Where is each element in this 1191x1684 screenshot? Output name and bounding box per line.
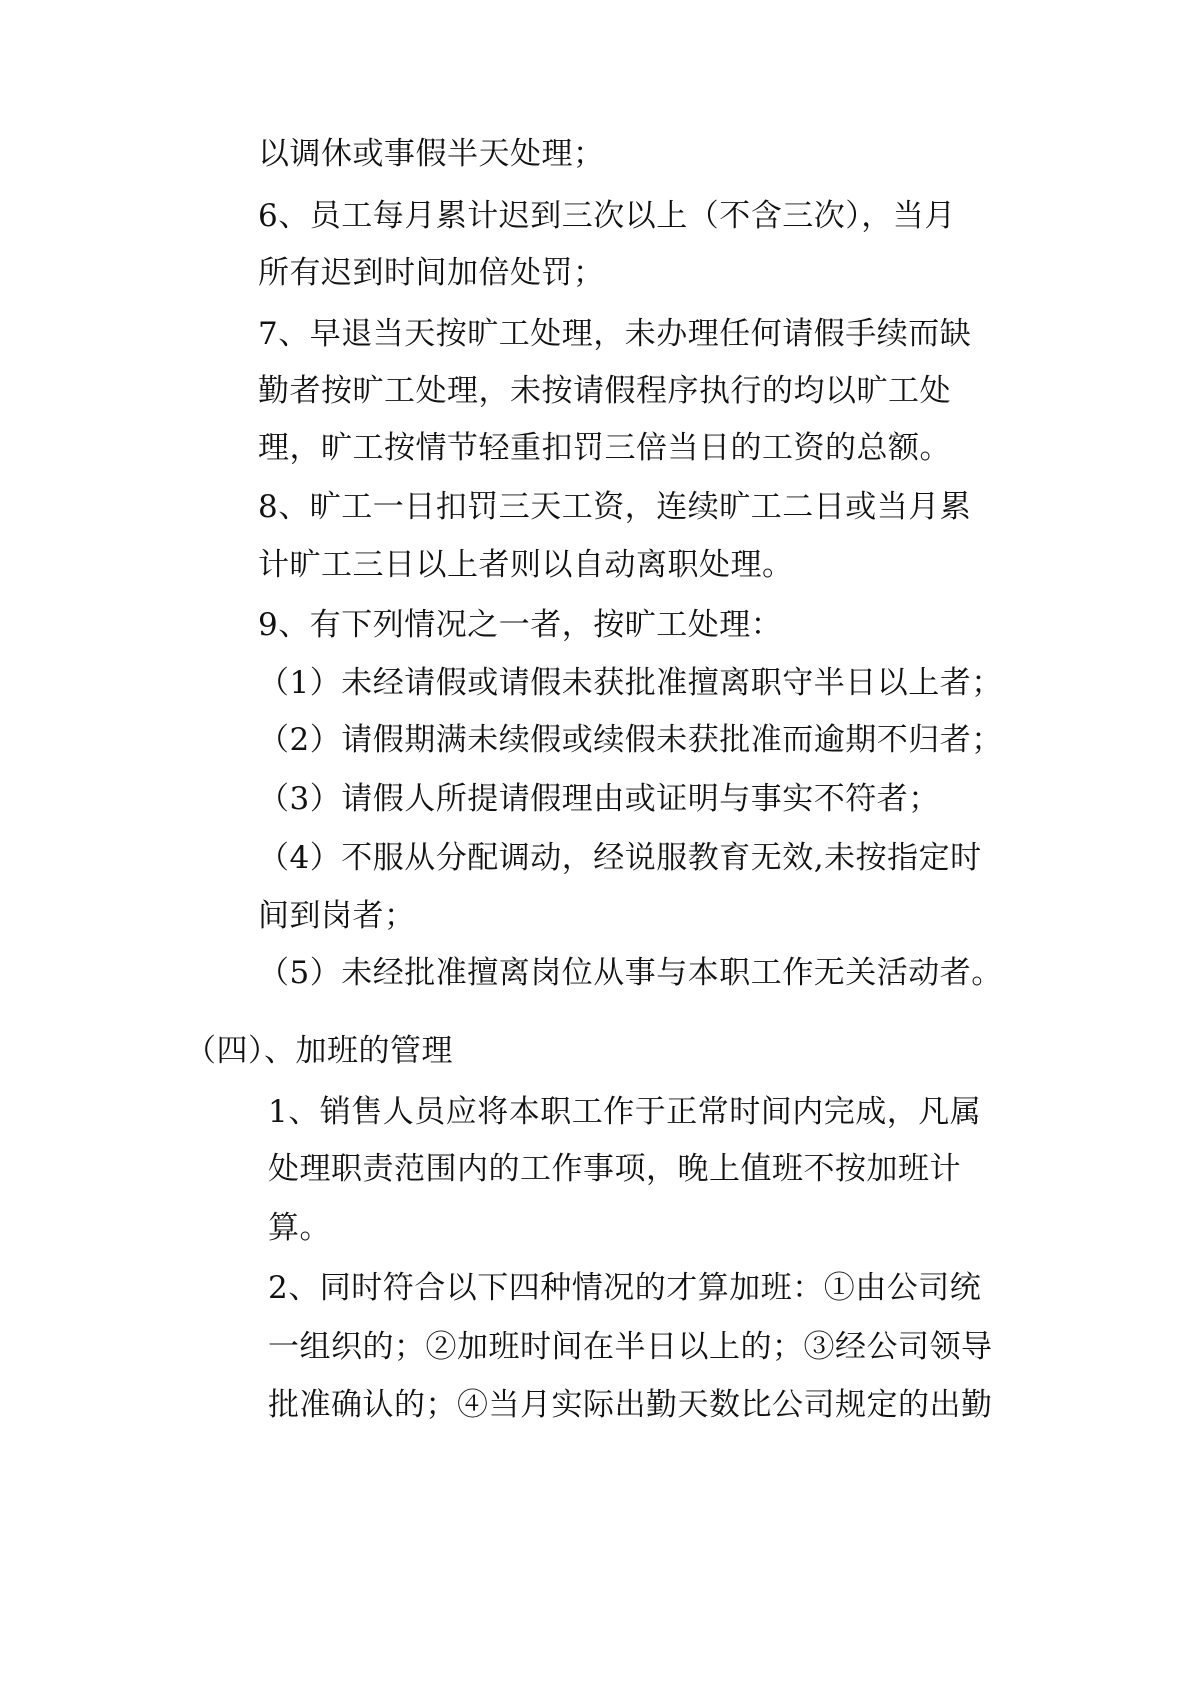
paragraph-line: 批准确认的；④当月实际出勤天数比公司规定的出勤 [268, 1387, 993, 1423]
paragraph-line: 理，旷工按情节轻重扣罚三倍当日的工资的总额。 [258, 430, 951, 466]
paragraph-line: 8、旷工一日扣罚三天工资，连续旷工二日或当月累 [258, 489, 972, 525]
list-item: （1）未经请假或请假未获批准擅离职守半日以上者； [258, 665, 1003, 701]
paragraph-line: 勤者按旷工处理，未按请假程序执行的均以旷工处 [258, 373, 951, 409]
section-heading: （四）、加班的管理 [185, 1033, 453, 1069]
list-item: （2）请假期满未续假或续假未获批准而逾期不归者； [258, 722, 1003, 758]
list-item: （5）未经批准擅离岗位从事与本职工作无关活动者。 [258, 955, 1003, 991]
paragraph-line: 处理职责范围内的工作事项，晚上值班不按加班计 [268, 1151, 961, 1187]
list-item: （3）请假人所提请假理由或证明与事实不符者； [258, 781, 940, 817]
list-item: （4）不服从分配调动，经说服教育无效,未按指定时 [258, 840, 982, 876]
paragraph-line: 以调休或事假半天处理； [258, 136, 605, 172]
paragraph-line: 2、同时符合以下四种情况的才算加班：①由公司统 [268, 1270, 982, 1306]
paragraph-line: 7、早退当天按旷工处理，未办理任何请假手续而缺 [258, 316, 972, 352]
paragraph-line: 一组织的；②加班时间在半日以上的；③经公司领导 [268, 1329, 993, 1365]
paragraph-line: 9、有下列情况之一者，按旷工处理： [258, 607, 783, 643]
paragraph-line: 1、销售人员应将本职工作于正常时间内完成，凡属 [268, 1094, 982, 1130]
paragraph-line: 计旷工三日以上者则以自动离职处理。 [258, 547, 794, 583]
paragraph-line: 算。 [268, 1210, 331, 1246]
paragraph-line: 所有迟到时间加倍处罚； [258, 255, 605, 291]
paragraph-line: 6、员工每月累计迟到三次以上（不含三次），当月 [258, 198, 956, 234]
paragraph-line: 间到岗者； [258, 898, 416, 934]
